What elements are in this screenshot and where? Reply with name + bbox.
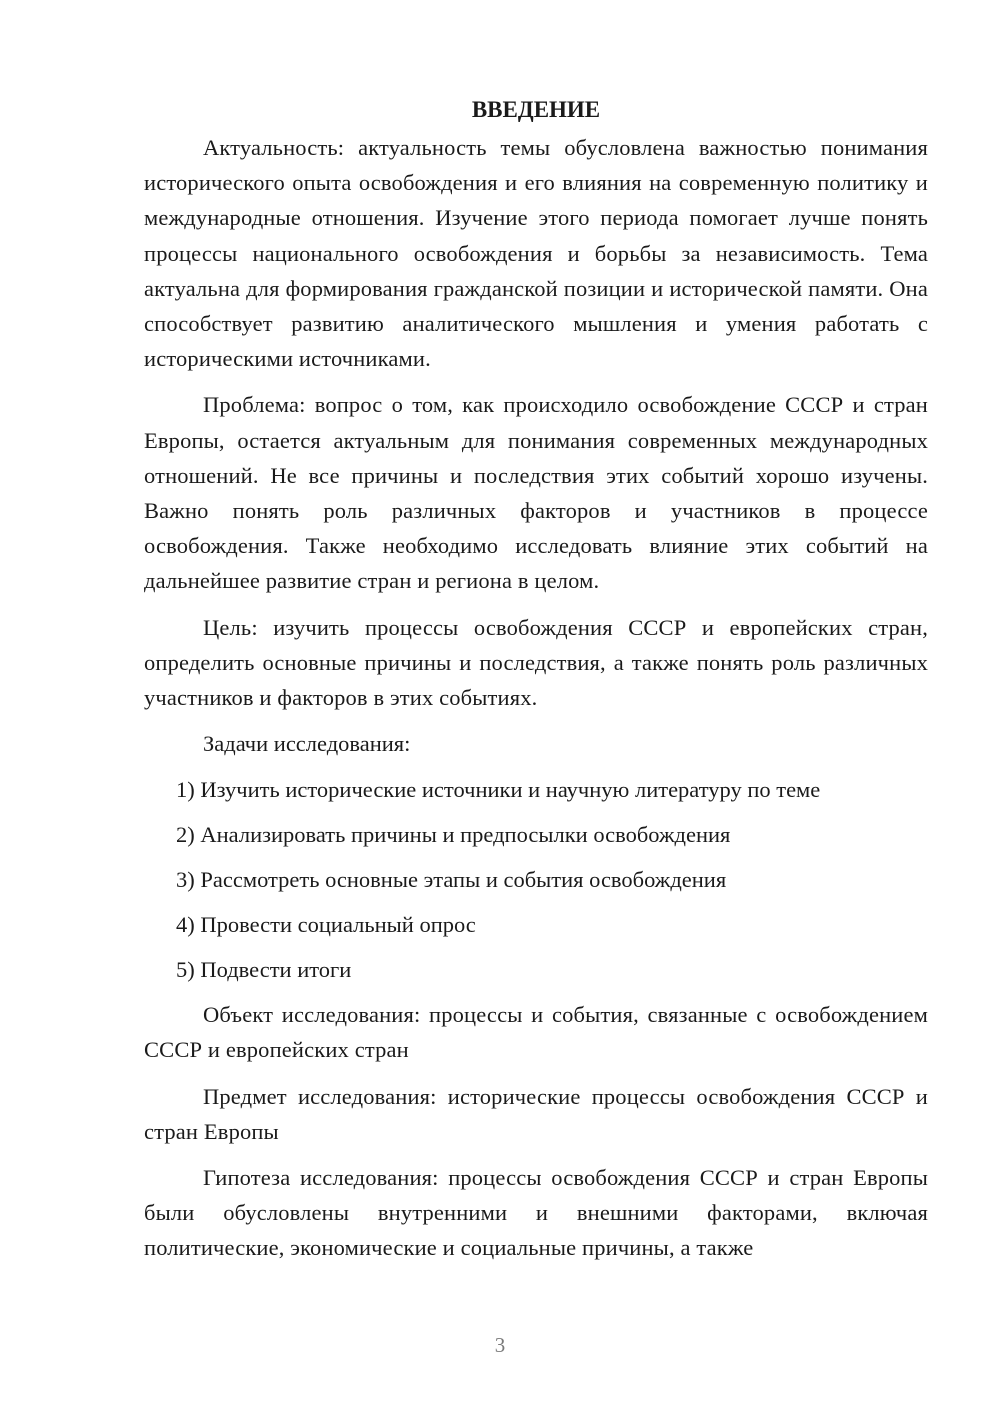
subject-paragraph: Предмет исследования: исторические процессы освобождения СССР и стран Европы <box>144 1083 928 1144</box>
list-item: 4) Провести социальный опрос <box>176 912 476 938</box>
document-body <box>144 90 928 1266</box>
goal-paragraph: Цель: изучить процессы освобождения СССР и европейских стран, определить основные причины и последствия, а также понять роль различных участников и факторов в этих событиях. <box>144 614 928 711</box>
tasks-list <box>144 772 928 987</box>
list-item: 2) Анализировать причины и предпосылки освобождения <box>176 822 731 848</box>
page-number: 3 <box>494 1333 506 1357</box>
list-item: 1) Изучить исторические источники и научную литературу по теме <box>176 777 821 803</box>
hypothesis-paragraph: Гипотеза исследования: процессы освобождения СССР и стран Европы были обусловлены внутренними и внешними факторами, включая политические, экономические и социальные причины, а также <box>144 1165 928 1261</box>
object-paragraph: Объект исследования: процессы и события, связанные с освобождением СССР и европейских стран <box>144 1002 928 1063</box>
list-item: 5) Подвести итоги <box>176 957 352 983</box>
tasks-heading: Задачи исследования: <box>203 731 411 757</box>
list-item: 3) Рассмотреть основные этапы и события освобождения <box>176 867 727 893</box>
page-title: ВВЕДЕНИЕ <box>471 97 601 122</box>
relevance-paragraph: Актуальность: актуальность темы обусловлена важностью понимания исторического опыта освобождения и его влияния на современную политику и международные отношения. Изучение этого периода помогает лучше понять процессы национального освобождения и борьбы за независимость. Тема актуальна для формирования гражданской позиции и исторической памяти. Она способствует развитию аналитического мышления и умения работать с историческими источниками. <box>144 135 928 372</box>
problem-paragraph: Проблема: вопрос о том, как происходило освобождение СССР и стран Европы, остается актуальным для понимания современных международных отношений. Не все причины и последствия этих событий хорошо изучены. Важно понять роль различных факторов и участников в процессе освобождения. Также необходимо исследовать влияние этих событий на дальнейшее развитие стран и региона в целом. <box>144 392 928 594</box>
